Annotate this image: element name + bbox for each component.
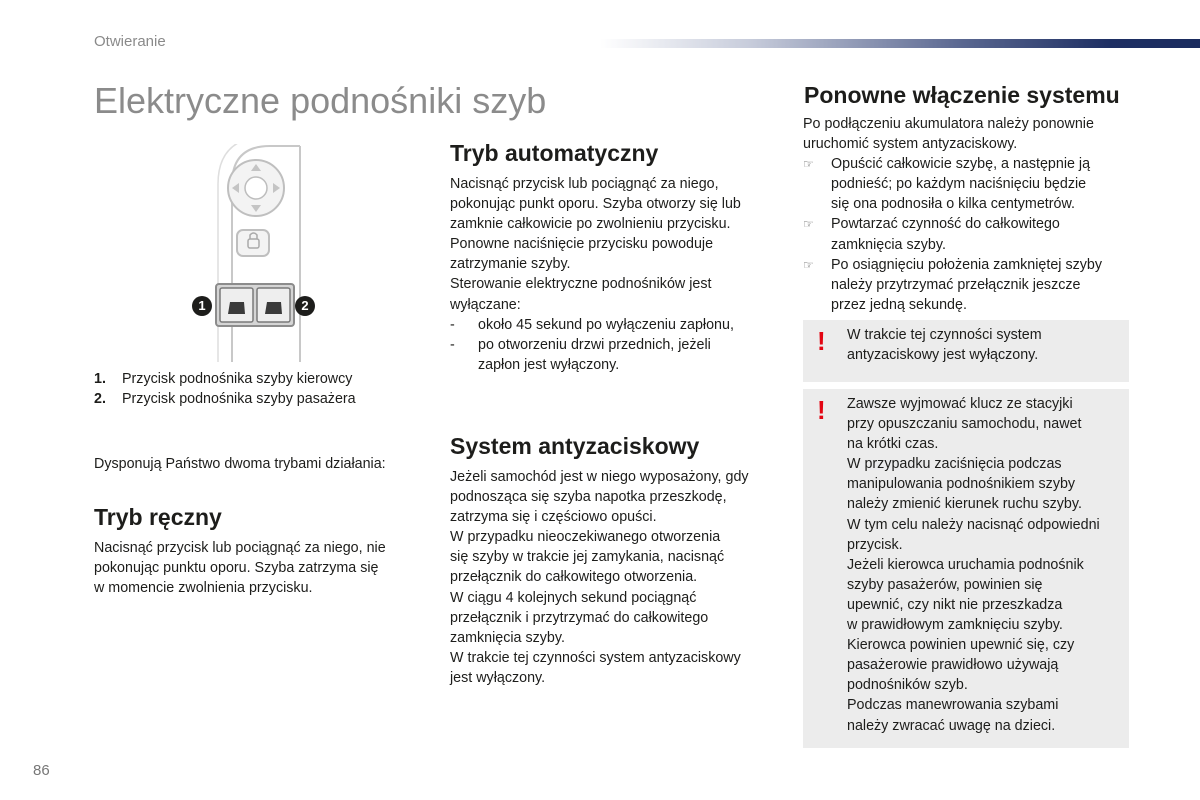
exclamation-icon: ! [817, 326, 826, 356]
text-line: Sterowanie elektryczne podnośników jest [450, 276, 712, 293]
text-line: należy zmienić kierunek ruchu szyby. [847, 496, 1082, 513]
caption-text: Przycisk podnośnika szyby kierowcy [122, 371, 353, 387]
deactivation-list [450, 315, 780, 375]
text-line: Zawsze wyjmować klucz ze stacyjki [847, 396, 1073, 412]
text-line: W ciągu 4 kolejnych sekund pociągnąć [450, 589, 697, 606]
text-line: szyby pasażerów, powinien się [847, 576, 1043, 593]
list-item-text: należy przytrzymać przełącznik jeszcze [831, 276, 1081, 293]
text-line: zamknięcia szyby. [450, 629, 565, 646]
warning-text [847, 325, 1127, 365]
text-line: Jeżeli samochód jest w niego wyposażony, gdy [450, 469, 749, 485]
text-line: pokonując punktu oporu. Szyba zatrzyma się [94, 560, 379, 577]
text-line: w prawidłowym zamknięciu szyby. [847, 617, 1063, 634]
pointing-hand-icon: ☞ [803, 257, 814, 272]
text-line: Nacisnąć przycisk lub pociągnąć za niego, [450, 176, 719, 192]
list-item [803, 154, 1143, 214]
list-item-text: Powtarzać czynność do całkowitego [831, 216, 1060, 233]
list-item [450, 315, 780, 335]
text-line: W przypadku zaciśnięcia podczas [847, 456, 1062, 473]
text-line: zamknie całkowicie po zwolnieniu przycisku. [450, 216, 731, 233]
list-item-text: około 45 sekund po wyłączeniu zapłonu, [478, 316, 734, 333]
caption-text: Przycisk podnośnika szyby pasażera [122, 391, 356, 408]
page-number: 86 [33, 762, 50, 779]
page-title: Elektryczne podnośniki szyb [94, 80, 547, 121]
text-line: pokonując punkt oporu. Szyba otworzy się lub [450, 196, 741, 213]
manual-mode-text [94, 538, 424, 598]
text-line: podnosząca się szyba napotka przeszkodę, [450, 489, 727, 506]
caption-number: 2. [94, 391, 106, 408]
text-line: podnośników szyb. [847, 677, 968, 694]
caption-number: 1. [94, 371, 106, 387]
text-line: Ponowne naciśnięcie przycisku powoduje [450, 236, 714, 253]
text-line: na krótki czas. [847, 436, 939, 453]
pointing-hand-icon: ☞ [803, 157, 814, 172]
list-item [803, 214, 1143, 254]
caption-item [94, 389, 356, 409]
text-line: wyłączane: [450, 296, 521, 313]
text-line: Podczas manewrowania szybami [847, 697, 1059, 714]
text-line: W trakcie tej czynności system [847, 327, 1042, 343]
figure-captions [94, 369, 356, 409]
text-line: antyzaciskowy jest wyłączony. [847, 347, 1039, 364]
list-item [450, 335, 780, 375]
text-line: się szyby w trakcie jej zamykania, nacisnąć [450, 549, 725, 566]
text-line: zatrzymanie szyby. [450, 256, 571, 273]
text-line: Po podłączeniu akumulatora należy ponownie [803, 116, 1094, 132]
text-line: przełącznik i przytrzymać do całkowitego [450, 609, 709, 626]
text-line: pasażerowie prawidłowo używają [847, 657, 1059, 674]
list-item-text: podnieść; po każdym naciśnięciu będzie [831, 176, 1087, 193]
header-gradient-bar [600, 39, 1200, 48]
callout-1-marker: 1 [192, 296, 212, 316]
automatic-mode-heading: Tryb automatyczny [450, 140, 659, 166]
manual-mode-heading: Tryb ręczny [94, 504, 222, 530]
section-label: Otwieranie [94, 33, 166, 50]
automatic-mode-text [450, 174, 780, 375]
caption-item [94, 369, 356, 389]
list-item-text: przez jedną sekundę. [831, 296, 967, 313]
warning-box [803, 389, 1129, 748]
text-line: W tym celu należy nacisnąć odpowiedni [847, 516, 1100, 533]
text-line: W trakcie tej czynności system antyzaciskowy [450, 649, 741, 666]
window-switch-illustration [190, 144, 320, 362]
door-panel-drawing [190, 144, 320, 362]
text-line: manipulowania podnośnikiem szyby [847, 476, 1076, 493]
text-line: przy opuszczaniu samochodu, nawet [847, 416, 1082, 433]
restart-system-heading: Ponowne włączenie systemu [804, 82, 1120, 108]
text-line: zatrzyma się i częściowo opuści. [450, 509, 657, 526]
text-line: przełącznik do całkowitego otworzenia. [450, 569, 698, 586]
text-line: uruchomić system antyzaciskowy. [803, 136, 1018, 153]
list-item-text: zapłon jest wyłączony. [478, 356, 620, 373]
exclamation-icon: ! [817, 395, 826, 425]
list-item-text: się ona podnosiła o kilka centymetrów. [831, 196, 1075, 213]
pointing-hand-icon: ☞ [803, 217, 814, 232]
restart-steps-list [803, 154, 1143, 315]
list-item-text: zamknięcia szyby. [831, 236, 946, 253]
restart-system-text [803, 114, 1143, 315]
text-line: Jeżeli kierowca uruchamia podnośnik [847, 556, 1084, 573]
warning-text [847, 394, 1127, 736]
warning-box [803, 320, 1129, 382]
list-item-text: Opuścić całkowicie szybę, a następnie ją [831, 156, 1091, 173]
list-item-text: po otworzeniu drzwi przednich, jeżeli [478, 336, 711, 353]
text-line: Nacisnąć przycisk lub pociągnąć za niego, nie [94, 540, 386, 556]
callout-2-marker: 2 [295, 296, 315, 316]
intro-text: Dysponują Państwo dwoma trybami działania: [94, 456, 386, 472]
text-line: w momencie zwolnienia przycisku. [94, 580, 313, 597]
anti-pinch-text [450, 467, 790, 688]
list-item [803, 255, 1143, 315]
text-line: przycisk. [847, 536, 903, 553]
text-line: W przypadku nieoczekiwanego otworzenia [450, 529, 721, 546]
text-line: upewnić, czy nikt nie przeszkadza [847, 596, 1063, 613]
text-line: Kierowca powinien upewnić się, czy [847, 637, 1075, 654]
list-item-text: Po osiągnięciu położenia zamkniętej szyby [831, 256, 1102, 273]
anti-pinch-heading: System antyzaciskowy [450, 433, 700, 459]
text-line: jest wyłączony. [450, 669, 546, 686]
text-line: należy zwracać uwagę na dzieci. [847, 717, 1056, 734]
